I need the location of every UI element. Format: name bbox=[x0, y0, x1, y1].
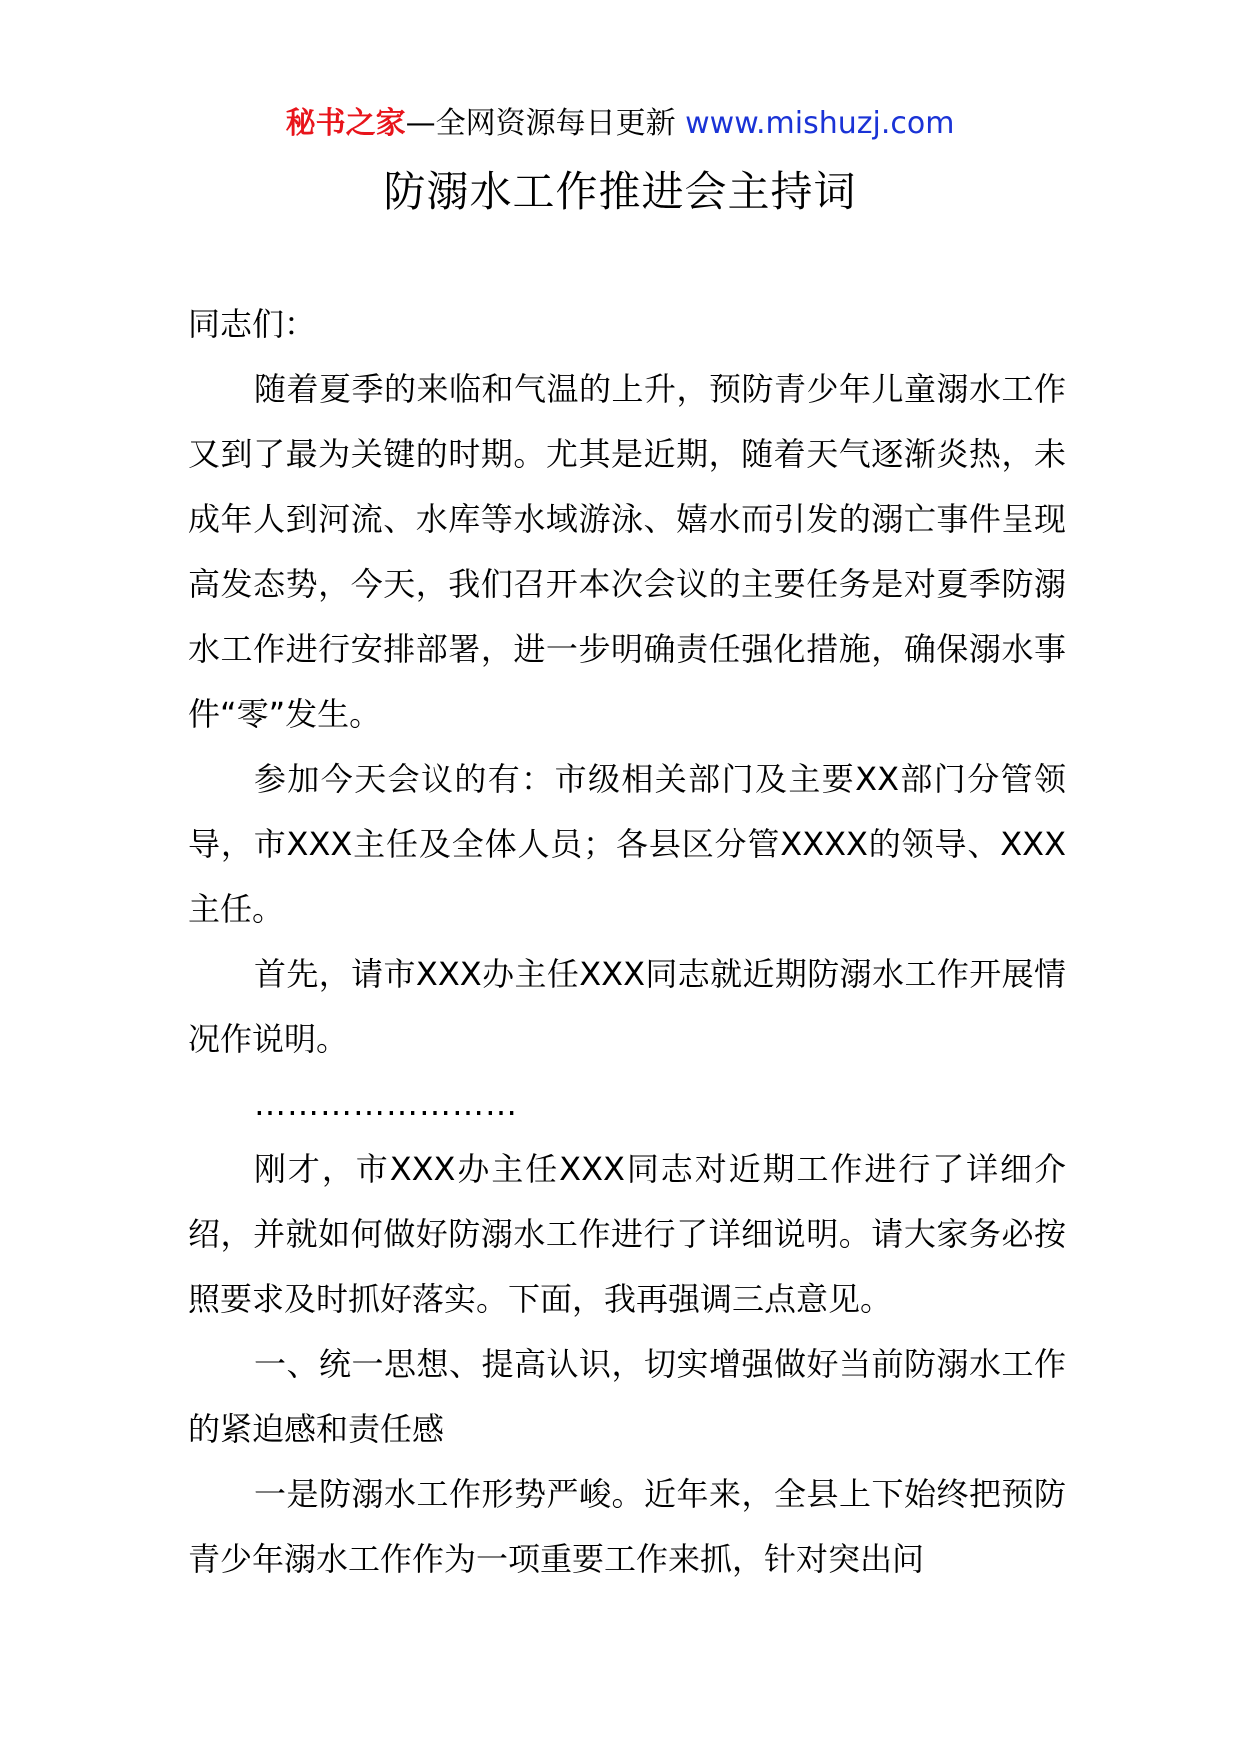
paragraph-first-speaker: 首先，请市XXX办主任XXX同志就近期防溺水工作开展情况作说明。 bbox=[188, 955, 1066, 1058]
paragraph-summary: 刚才，市XXX办主任XXX同志对近期工作进行了详细介绍，并就如何做好防溺水工作进行了详细说明。请大家务必按照要求及时抓好落实。下面，我再强调三点意见。 bbox=[188, 1150, 1066, 1318]
site-header bbox=[0, 104, 1240, 144]
site-url-link[interactable]: www.mishuzj.com bbox=[685, 106, 955, 141]
section-heading-one: 一、统一思想、提高认识，切实增强做好当前防溺水工作的紧迫感和责任感 bbox=[188, 1345, 1066, 1448]
ellipsis-separator: …………………… bbox=[254, 1085, 518, 1123]
paragraph-point-one: 一是防溺水工作形势严峻。近年来，全县上下始终把预防青少年溺水工作作为一项重要工作来抓，针对突出问 bbox=[188, 1475, 1066, 1578]
document-body bbox=[188, 292, 1066, 1592]
site-tagline: —全网资源每日更新 bbox=[405, 106, 676, 141]
salutation: 同志们： bbox=[188, 305, 317, 343]
paragraph-intro: 随着夏季的来临和气温的上升，预防青少年儿童溺水工作又到了最为关键的时期。尤其是近期，随着天气逐渐炎热，未成年人到河流、水库等水域游泳、嬉水而引发的溺亡事件呈现高发态势，今天，我们召开本次会议的主要任务是对夏季防溺水工作进行安排部署，进一步明确责任强化措施，确保溺水事件“零”发生。 bbox=[188, 370, 1066, 733]
site-brand: 秘书之家 bbox=[285, 106, 406, 141]
paragraph-attendees: 参加今天会议的有：市级相关部门及主要XX部门分管领导，市XXX主任及全体人员；各县区分管XXXX的领导、XXX主任。 bbox=[188, 760, 1066, 928]
document-title: 防溺水工作推进会主持词 bbox=[383, 167, 857, 216]
